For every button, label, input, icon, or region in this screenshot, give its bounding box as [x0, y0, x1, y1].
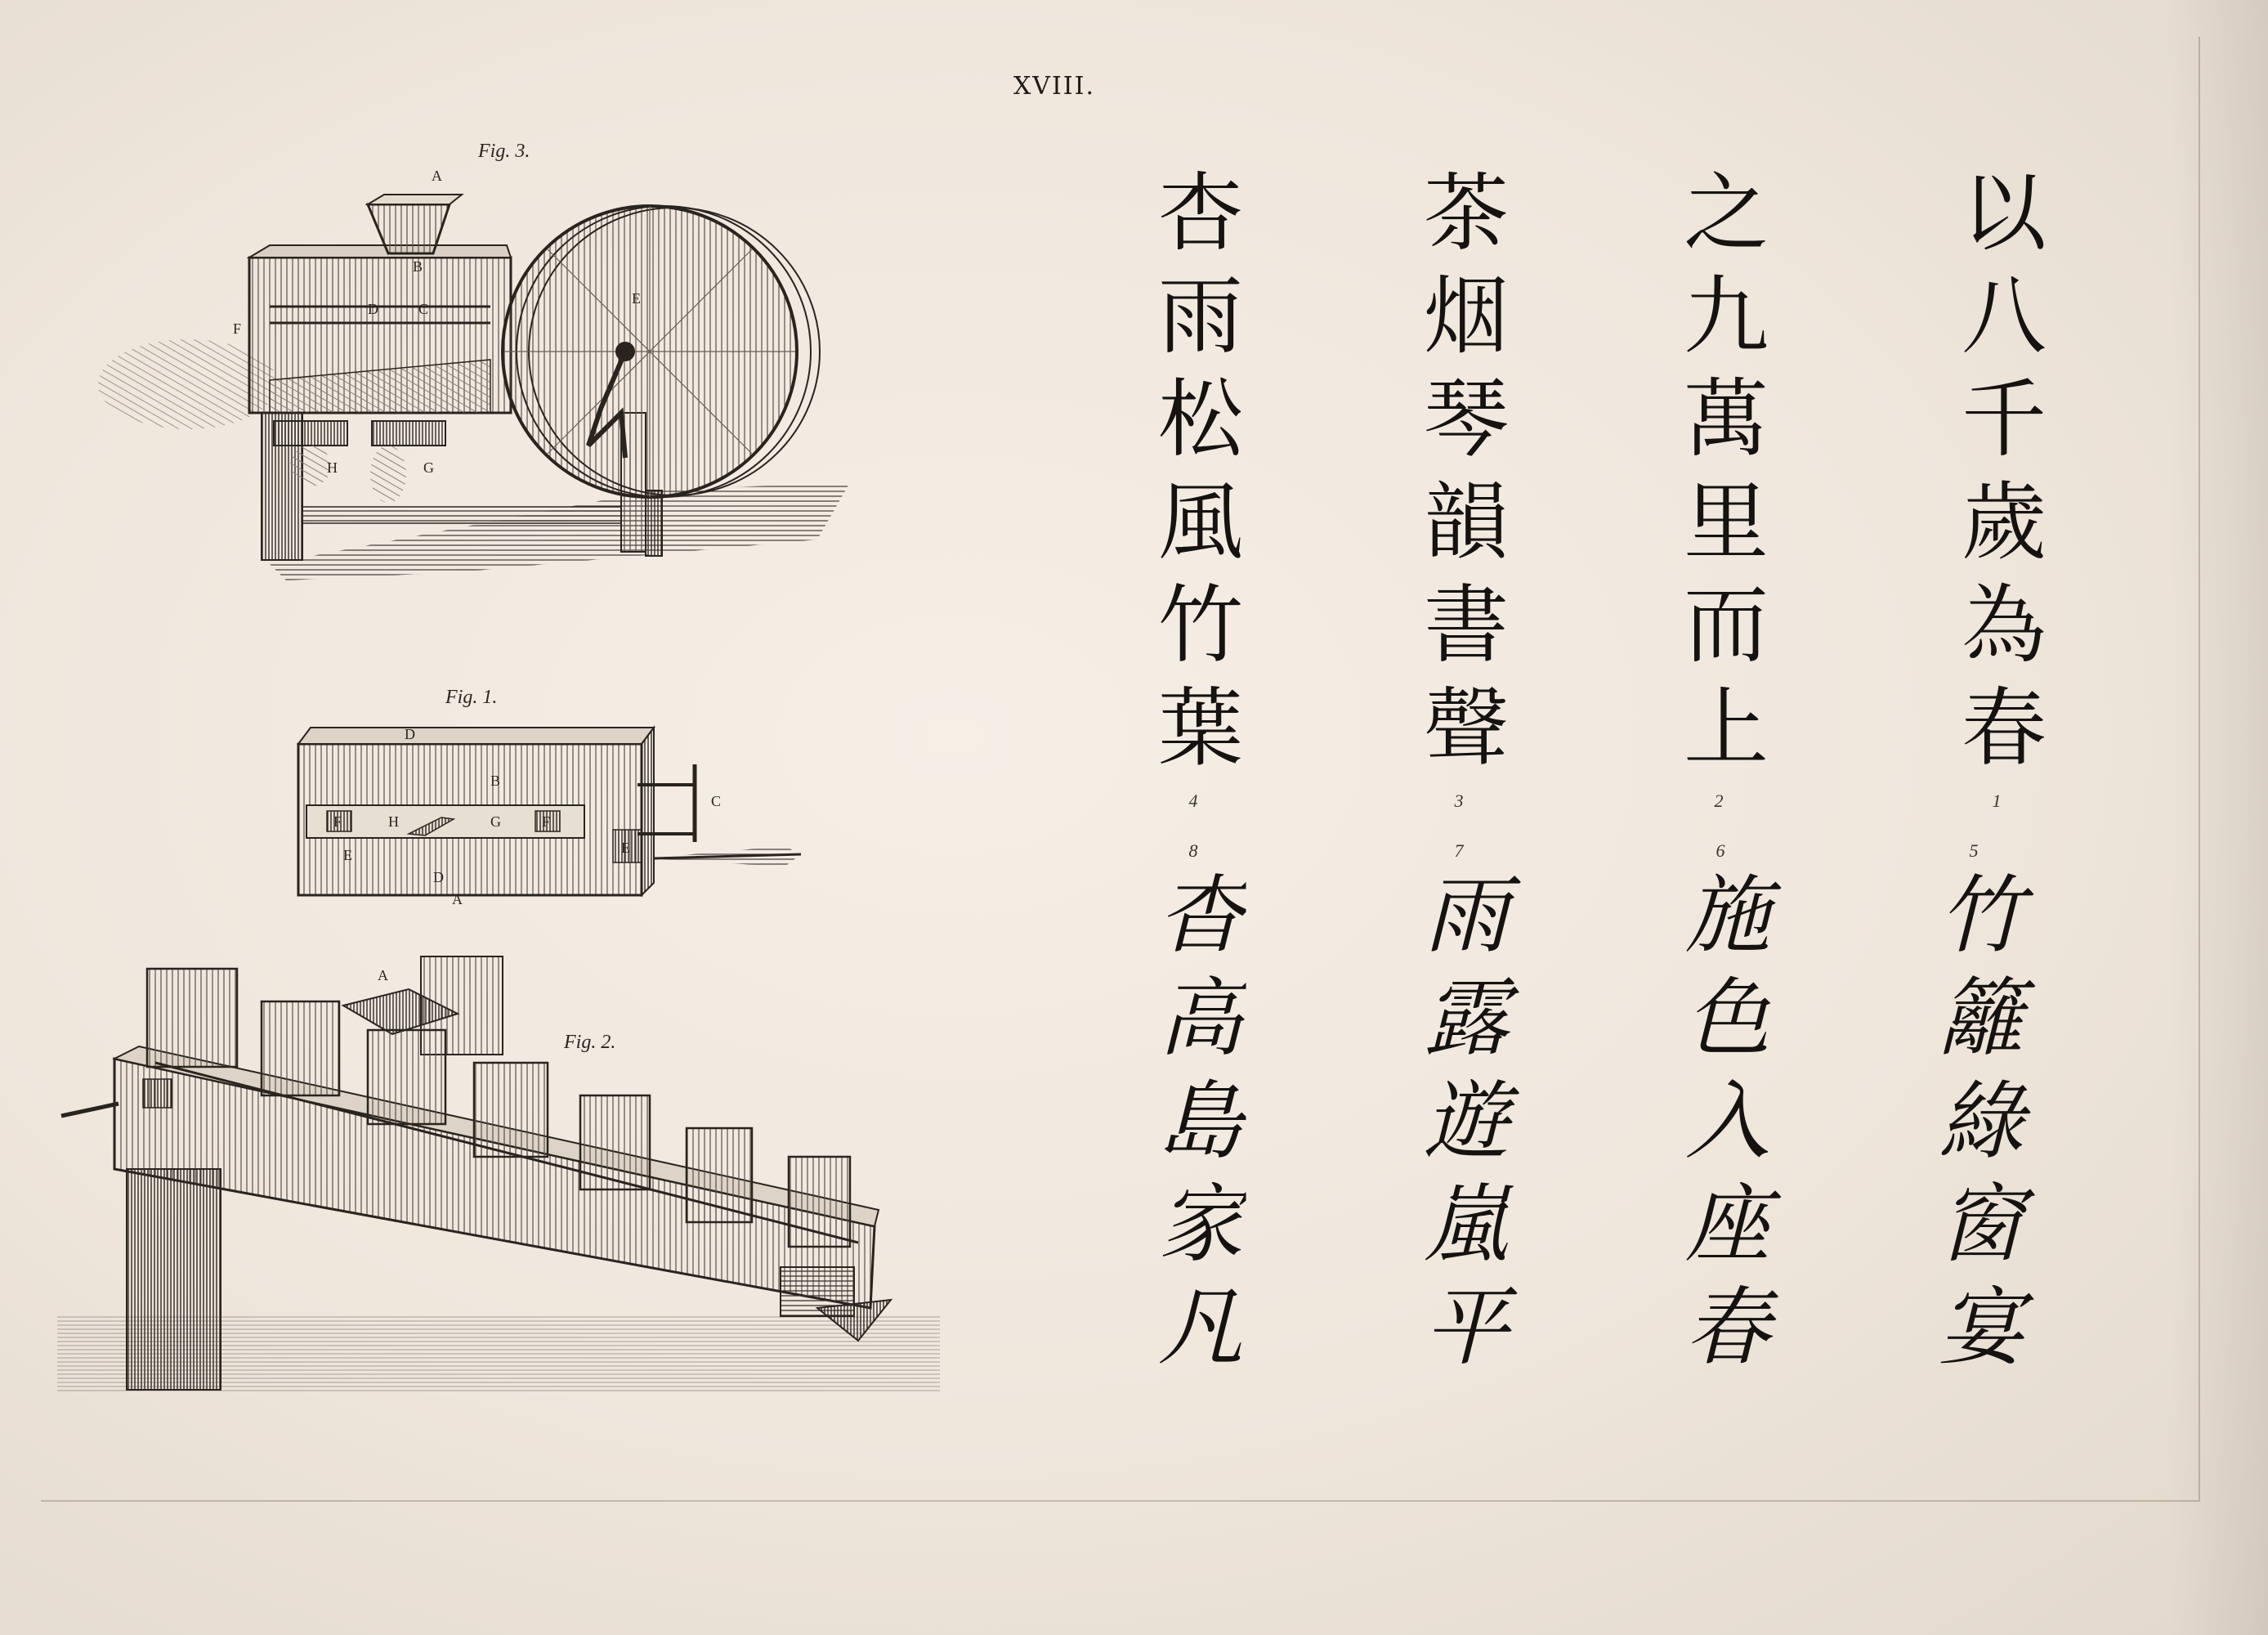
fig2-inclined-sluice	[57, 956, 940, 1394]
fig2-caption: Fig. 2.	[564, 1032, 616, 1053]
plate-number: XVIII.	[1013, 72, 1096, 101]
calligraphy-column-4	[1140, 168, 1246, 812]
fig1-letter-a: A	[452, 891, 463, 907]
calligraphy-number: 6	[1716, 840, 1725, 861]
calligraphy-text: 施色入座春	[1671, 870, 1770, 1385]
calligraphy-column-5	[1921, 840, 2027, 1385]
calligraphy-text: 杏雨松風竹葉	[1143, 168, 1243, 786]
fig1-caption: Fig. 1.	[445, 687, 498, 708]
fig1-letter-b: B	[490, 773, 501, 789]
fig3-letter-c: C	[418, 301, 429, 317]
calligraphy-number: 2	[1714, 791, 1724, 811]
calligraphy-column-7	[1406, 840, 1512, 1385]
fig3-letter-b: B	[413, 258, 423, 275]
fig1-letter-d-bottom: D	[433, 869, 444, 885]
fig3-letter-e: E	[632, 290, 641, 307]
calligraphy-number: 5	[1969, 840, 1979, 861]
calligraphy-text: 杳高島家凡	[1143, 870, 1243, 1385]
fig3-letter-f: F	[233, 320, 242, 337]
calligraphy-column-6	[1667, 840, 1774, 1385]
calligraphy-number: 1	[1992, 791, 2002, 811]
fig1-letter-f-right: F	[542, 813, 551, 830]
fig1-letter-e-left: E	[343, 847, 352, 863]
calligraphy-column-3	[1406, 168, 1512, 812]
calligraphy-text: 竹籬綠窗宴	[1924, 870, 2024, 1385]
fig3-letter-h: H	[327, 459, 338, 476]
calligraphy-number: 4	[1188, 791, 1198, 811]
fig2-letter-a: A	[378, 967, 388, 983]
fig1-letter-h: H	[388, 813, 399, 830]
calligraphy-text: 雨露遊嵐平	[1409, 870, 1509, 1385]
calligraphy-text: 之九萬里而上	[1669, 168, 1769, 786]
calligraphy-number: 7	[1454, 840, 1464, 861]
calligraphy-text: 茶烟琴韻書聲	[1409, 168, 1509, 786]
fig1-letter-f-left: F	[333, 813, 342, 830]
fig1-letter-g: G	[490, 813, 501, 830]
fig3-winnowing-machine	[98, 195, 850, 580]
fig1-box-apparatus	[298, 728, 801, 895]
fig1-letter-c: C	[711, 793, 722, 809]
fig3-letter-g: G	[423, 459, 434, 476]
calligraphy-number: 8	[1188, 840, 1198, 861]
fig1-letter-d-top: D	[405, 726, 415, 742]
calligraphy-column-2	[1666, 168, 1772, 812]
calligraphy-column-1	[1944, 168, 2050, 812]
calligraphy-column-8	[1140, 840, 1246, 1385]
fig3-letter-a: A	[432, 168, 442, 184]
fig3-letter-d: D	[368, 301, 378, 317]
fig3-caption: Fig. 3.	[478, 141, 530, 162]
calligraphy-number: 3	[1454, 791, 1464, 811]
fig1-letter-e-right: E	[621, 840, 630, 856]
calligraphy-text: 以八千歲為春	[1947, 168, 2047, 786]
